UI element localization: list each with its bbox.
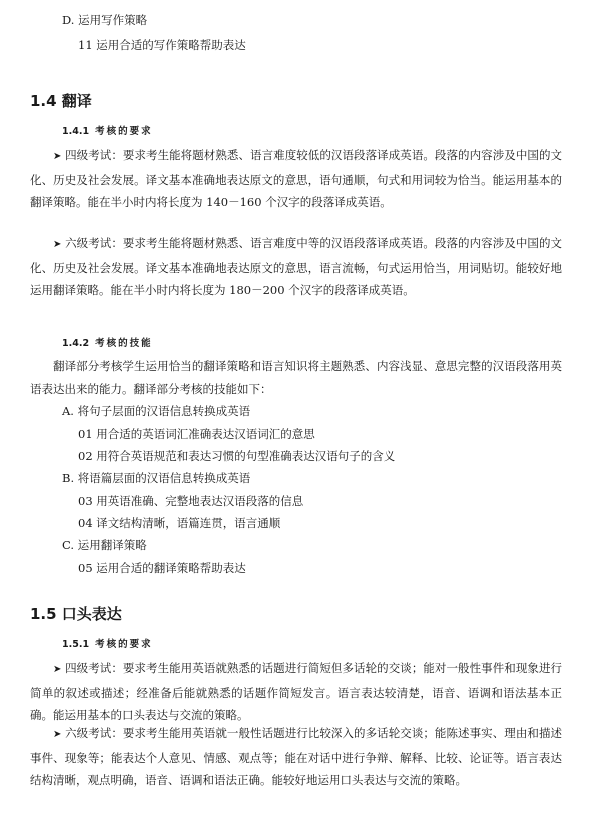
subsection-number: 1.5.1	[62, 639, 90, 650]
skill-item-b: B. 将语篇层面的汉语信息转换成英语	[62, 471, 251, 485]
skill-sub-03: 03 用英语准确、完整地表达汉语段落的信息	[78, 494, 304, 508]
arrow-bullet-icon: ➤	[53, 239, 62, 250]
section-heading-1-5: 1.5 口头表达	[30, 605, 122, 623]
arrow-bullet-icon: ➤	[53, 664, 62, 675]
skill-sub-05: 05 运用合适的翻译策略帮助表达	[78, 561, 246, 575]
paragraph-cet4-translation	[30, 144, 562, 214]
subsection-heading-1-4-1	[62, 125, 153, 139]
skill-sub-02: 02 用符合英语规范和表达习惯的句型准确表达汉语句子的含义	[78, 449, 396, 463]
paragraph-text: 四级考试：要求考生能用英语就熟悉的话题进行简短但多话轮的交谈；能对一般性事件和现象进行简单的叙述或描述；经准备后能就熟悉的话题作简短发言。语言表达较清楚，语音、语调和语法基本正确。能运用基本的口头表达与交流的策略。	[30, 661, 563, 723]
skill-sub-01: 01 用合适的英语词汇准确表达汉语词汇的意思	[78, 427, 315, 441]
subsection-number: 1.4.1	[62, 126, 90, 137]
subsection-heading-1-4-2	[62, 337, 153, 351]
skill-item-c: C. 运用翻译策略	[62, 538, 147, 552]
arrow-bullet-icon: ➤	[53, 151, 62, 162]
paragraph-cet4-speaking	[30, 657, 562, 727]
paragraph-cet6-translation	[30, 232, 562, 302]
arrow-bullet-icon: ➤	[53, 729, 62, 740]
paragraph-translation-skills-intro: 翻译部分考核学生运用恰当的翻译策略和语言知识将主题熟悉、内容浅显、意思完整的汉语段落用英语表达出来的能力。翻译部分考核的技能如下：	[30, 359, 562, 396]
skill-item-a: A. 将句子层面的汉语信息转换成英语	[62, 404, 251, 418]
paragraph-text: 六级考试：要求考生能将题材熟悉、语言难度中等的汉语段落译成英语。段落的内容涉及中国的文化、历史及社会发展。译文基本准确地表达原文的意思，语言流畅，句式运用恰当，用词贴切。能较好地运用翻译策略。能在半小时内将长度为 180－200 个汉字的段落译成英语。	[30, 236, 563, 298]
subsection-number: 1.4.2	[62, 338, 90, 349]
skill-sub-04: 04 译文结构清晰，语篇连贯，语言通顺	[78, 516, 281, 530]
subsection-label: 考核的要求	[95, 639, 153, 650]
paragraph-text: 四级考试：要求考生能将题材熟悉、语言难度较低的汉语段落译成英语。段落的内容涉及中国的文化、历史及社会发展。译文基本准确地表达原文的意思，语句通顺，句式和用词较为恰当。能运用基本的翻译策略。能在半小时内将长度为 140－160 个汉字的段落译成英语。	[30, 148, 563, 210]
paragraph-cet6-speaking	[30, 722, 562, 792]
item-11: 11 运用合适的写作策略帮助表达	[78, 38, 246, 52]
paragraph-text: 六级考试：要求考生能用英语就一般性话题进行比较深入的多话轮交谈；能陈述事实、理由和描述事件、现象等；能表达个人意见、情感、观点等；能在对话中进行争辩、解释、比较、论证等。语言表达结构清晰，观点明确，语音、语调和语法正确。能较好地运用口头表达与交流的策略。	[30, 726, 563, 788]
item-d-label: D. 运用写作策略	[62, 13, 148, 27]
subsection-heading-1-5-1	[62, 638, 153, 652]
subsection-label: 考核的要求	[95, 126, 153, 137]
section-heading-1-4: 1.4 翻译	[30, 92, 92, 110]
subsection-label: 考核的技能	[95, 338, 153, 349]
